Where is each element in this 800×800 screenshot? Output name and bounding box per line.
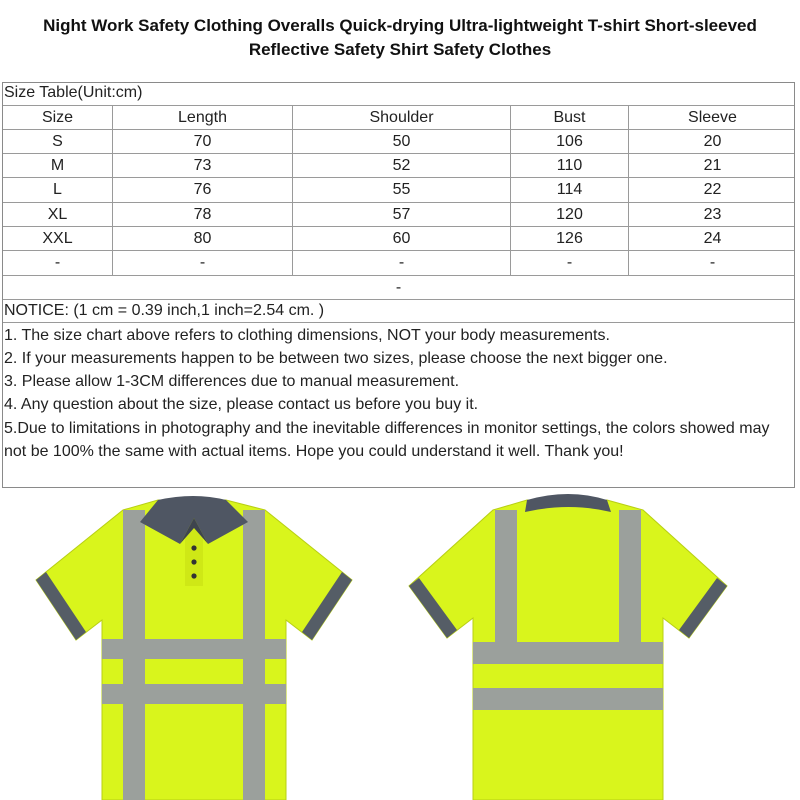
cell-length: 80 [113, 227, 293, 250]
cell-sleeve: - [709, 254, 716, 271]
notice-row [3, 300, 794, 323]
title-line-2: Reflective Safety Shirt Safety Clothes [248, 40, 552, 59]
notice-item-4: 4. Any question about the size, please contact us before you buy it. [4, 396, 479, 413]
cell-length: 70 [113, 130, 293, 153]
cell-sleeve: 24 [703, 230, 722, 247]
table-caption-row [3, 83, 794, 106]
table-row [3, 130, 794, 154]
header-bust: Bust [511, 106, 629, 129]
cell-shoulder: 52 [293, 154, 511, 177]
cell-bust: 126 [511, 227, 629, 250]
cell-shoulder: 55 [293, 178, 511, 202]
cell-bust: 106 [511, 130, 629, 153]
table-row [3, 227, 794, 251]
cell-shoulder: 57 [293, 203, 511, 226]
cell-sleeve: 23 [703, 206, 722, 223]
cell-size: XXL [3, 227, 113, 250]
cell-length: 73 [113, 154, 293, 177]
cell-bust: 114 [511, 178, 629, 202]
spacer-dash: - [395, 279, 402, 296]
table-row [3, 251, 794, 276]
notice-item-1: 1. The size chart above refers to clothing dimensions, NOT your body measurements. [4, 327, 610, 344]
cell-length: 78 [113, 203, 293, 226]
page-title [0, 14, 800, 62]
table-row [3, 203, 794, 227]
cell-shoulder: 60 [293, 227, 511, 250]
cell-length: - [113, 251, 293, 275]
cell-size: L [3, 178, 113, 202]
notice-item-5: 5.Due to limitations in photography and the inevitable differences in monitor settings, the colors showed may not be 100% the same with actual items. Hope you could understand it well. Thank you! [4, 420, 770, 460]
table-row [3, 154, 794, 178]
polo-shirt-back-icon [405, 488, 745, 800]
cell-bust: - [511, 251, 629, 275]
cell-shoulder: - [293, 251, 511, 275]
cell-bust: 120 [511, 203, 629, 226]
cell-sleeve: 21 [703, 157, 722, 174]
cell-size: S [3, 130, 113, 153]
size-chart-box [2, 82, 795, 488]
notice-item-2: 2. If your measurements happen to be between two sizes, please choose the next bigger one. [4, 350, 668, 367]
header-shoulder: Shoulder [293, 106, 511, 129]
cell-sleeve: 20 [703, 133, 722, 150]
title-line-1: Night Work Safety Clothing Overalls Quick-drying Ultra-lightweight T-shirt Short-sleeved [43, 16, 757, 35]
cell-sleeve: 22 [703, 181, 722, 198]
cell-shoulder: 50 [293, 130, 511, 153]
table-row [3, 178, 794, 203]
cell-bust: 110 [511, 154, 629, 177]
table-spacer-row [3, 276, 794, 300]
table-caption: Size Table(Unit:cm) [4, 84, 143, 101]
header-length: Length [113, 106, 293, 129]
cell-length: 76 [113, 178, 293, 202]
cell-size: - [3, 251, 113, 275]
cell-size: XL [3, 203, 113, 226]
header-sleeve: Sleeve [688, 109, 737, 126]
table-header-row [3, 106, 794, 130]
polo-shirt-front-icon [30, 488, 370, 800]
notice-item-3: 3. Please allow 1-3CM differences due to manual measurement. [4, 373, 460, 390]
notice-title: NOTICE: (1 cm = 0.39 inch,1 inch=2.54 cm. ) [4, 302, 325, 319]
header-size: Size [3, 106, 113, 129]
cell-size: M [3, 154, 113, 177]
